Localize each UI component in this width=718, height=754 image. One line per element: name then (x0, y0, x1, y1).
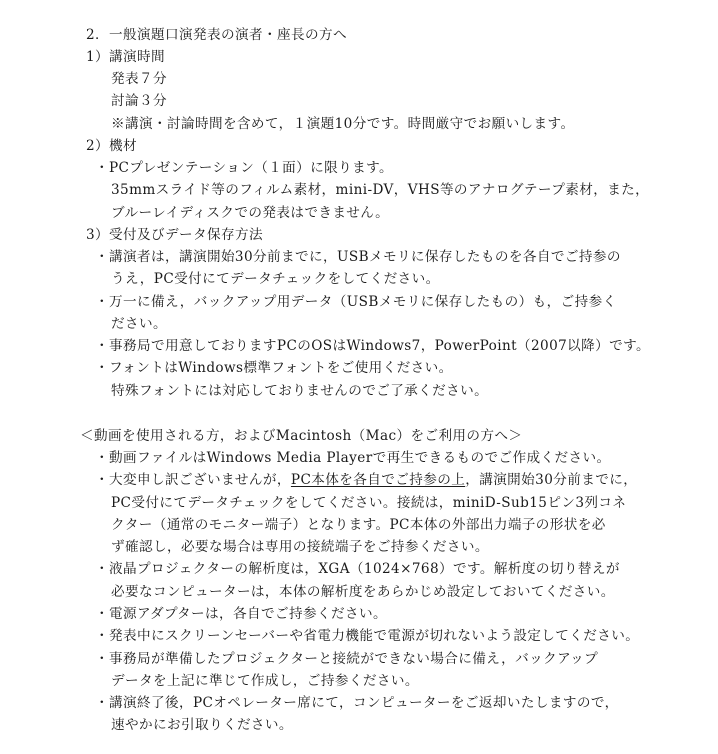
bullet-backup-data: ・万一に備え，バックアップ用データ（USBメモリに保存したもの）も，ご持参く (95, 294, 617, 310)
heading-video-mac: ＜動画を使用される方，およびMacintosh（Mac）をご利用の方へ＞ (80, 428, 523, 444)
bullet-usb-submission: ・講演者は，講演開始30分前までに，USBメモリに保存したものを各自でご持参の (95, 249, 621, 265)
text-usb-submission-cont: うえ，PC受付にてデータチェックをしてください。 (111, 271, 440, 287)
bring-pc-text-b: ，講演開始30分前までに， (465, 472, 638, 488)
heading-equipment: 2）機材 (86, 138, 138, 154)
text-projector-resolution-cont: 必要なコンピューターは，本体の解析度をあらかじめ設定しておいてください。 (111, 584, 615, 600)
text-discussion-time: 討論３分 (111, 93, 167, 109)
bring-pc-underlined: PC本体を各自でご持参の上 (290, 472, 466, 488)
bullet-screensaver: ・発表中にスクリーンセーバーや省電力機能で電源が切れないよう設定してください。 (95, 628, 640, 644)
bullet-projector-resolution: ・液晶プロジェクターの解析度は，XGA（1024×768）です。解析度の切り替えが (95, 561, 620, 577)
text-time-note: ※講演・討論時間を含めて，１演題10分です。時間厳守でお願いします。 (111, 116, 575, 132)
text-media-restriction-1: 35mmスライド等のフィルム素材，mini-DV，VHS等のアナログテープ素材，また， (111, 182, 650, 198)
text-backup-data-cont: ださい。 (111, 316, 167, 332)
bullet-pc-os: ・事務局で用意しておりますPCのOSはWindows7，PowerPoint（2007以降）です。 (95, 338, 651, 354)
text-fonts-cont: 特殊フォントには対応しておりませんのでご了承ください。 (111, 383, 489, 399)
section-title: 2．一般演題口演発表の演者・座長の方へ (86, 27, 347, 43)
bullet-video-file: ・動画ファイルはWindows Media Playerで再生できるものでご作成ください。 (95, 450, 611, 466)
text-bring-pc-cont-1: PC受付にてデータチェックをしてください。接続は，miniD-Sub15ピン3列コネ (111, 495, 627, 511)
text-presentation-time: 発表７分 (111, 71, 167, 87)
bullet-backup-projector: ・事務局が準備したプロジェクターと接続ができない場合に備え，バックアップ (95, 651, 599, 667)
bullet-pc-presentation: ・PCプレゼンテーション（１面）に限ります。 (95, 160, 394, 176)
heading-lecture-time: 1）講演時間 (86, 49, 166, 65)
text-backup-projector-cont: データを上記に準じて作成し，ご持参ください。 (111, 673, 419, 689)
bullet-pc-return: ・講演終了後，PCオペレーター席にて，コンピューターをご返却いたしますので， (95, 695, 619, 711)
text-bring-pc-cont-2: クター（通常のモニター端子）となります。PC本体の外部出力端子の形状を必 (111, 517, 606, 533)
heading-reception: 3）受付及びデータ保存方法 (86, 227, 263, 243)
bullet-power-adapter: ・電源アダプターは，各自でご持参ください。 (95, 606, 387, 622)
text-media-restriction-2: ブルーレイディスクでの発表はできません。 (111, 205, 390, 221)
bullet-fonts: ・フォントはWindows標準フォントをご使用ください。 (95, 360, 453, 376)
bring-pc-text-a: ・大変申し訳ございませんが， (95, 472, 291, 488)
text-bring-pc-cont-3: ず確認し，必要な場合は専用の接続端子をご持参ください。 (111, 539, 489, 555)
bullet-bring-pc (95, 471, 637, 489)
text-pc-return-cont: 速やかにお引取りください。 (111, 717, 293, 733)
